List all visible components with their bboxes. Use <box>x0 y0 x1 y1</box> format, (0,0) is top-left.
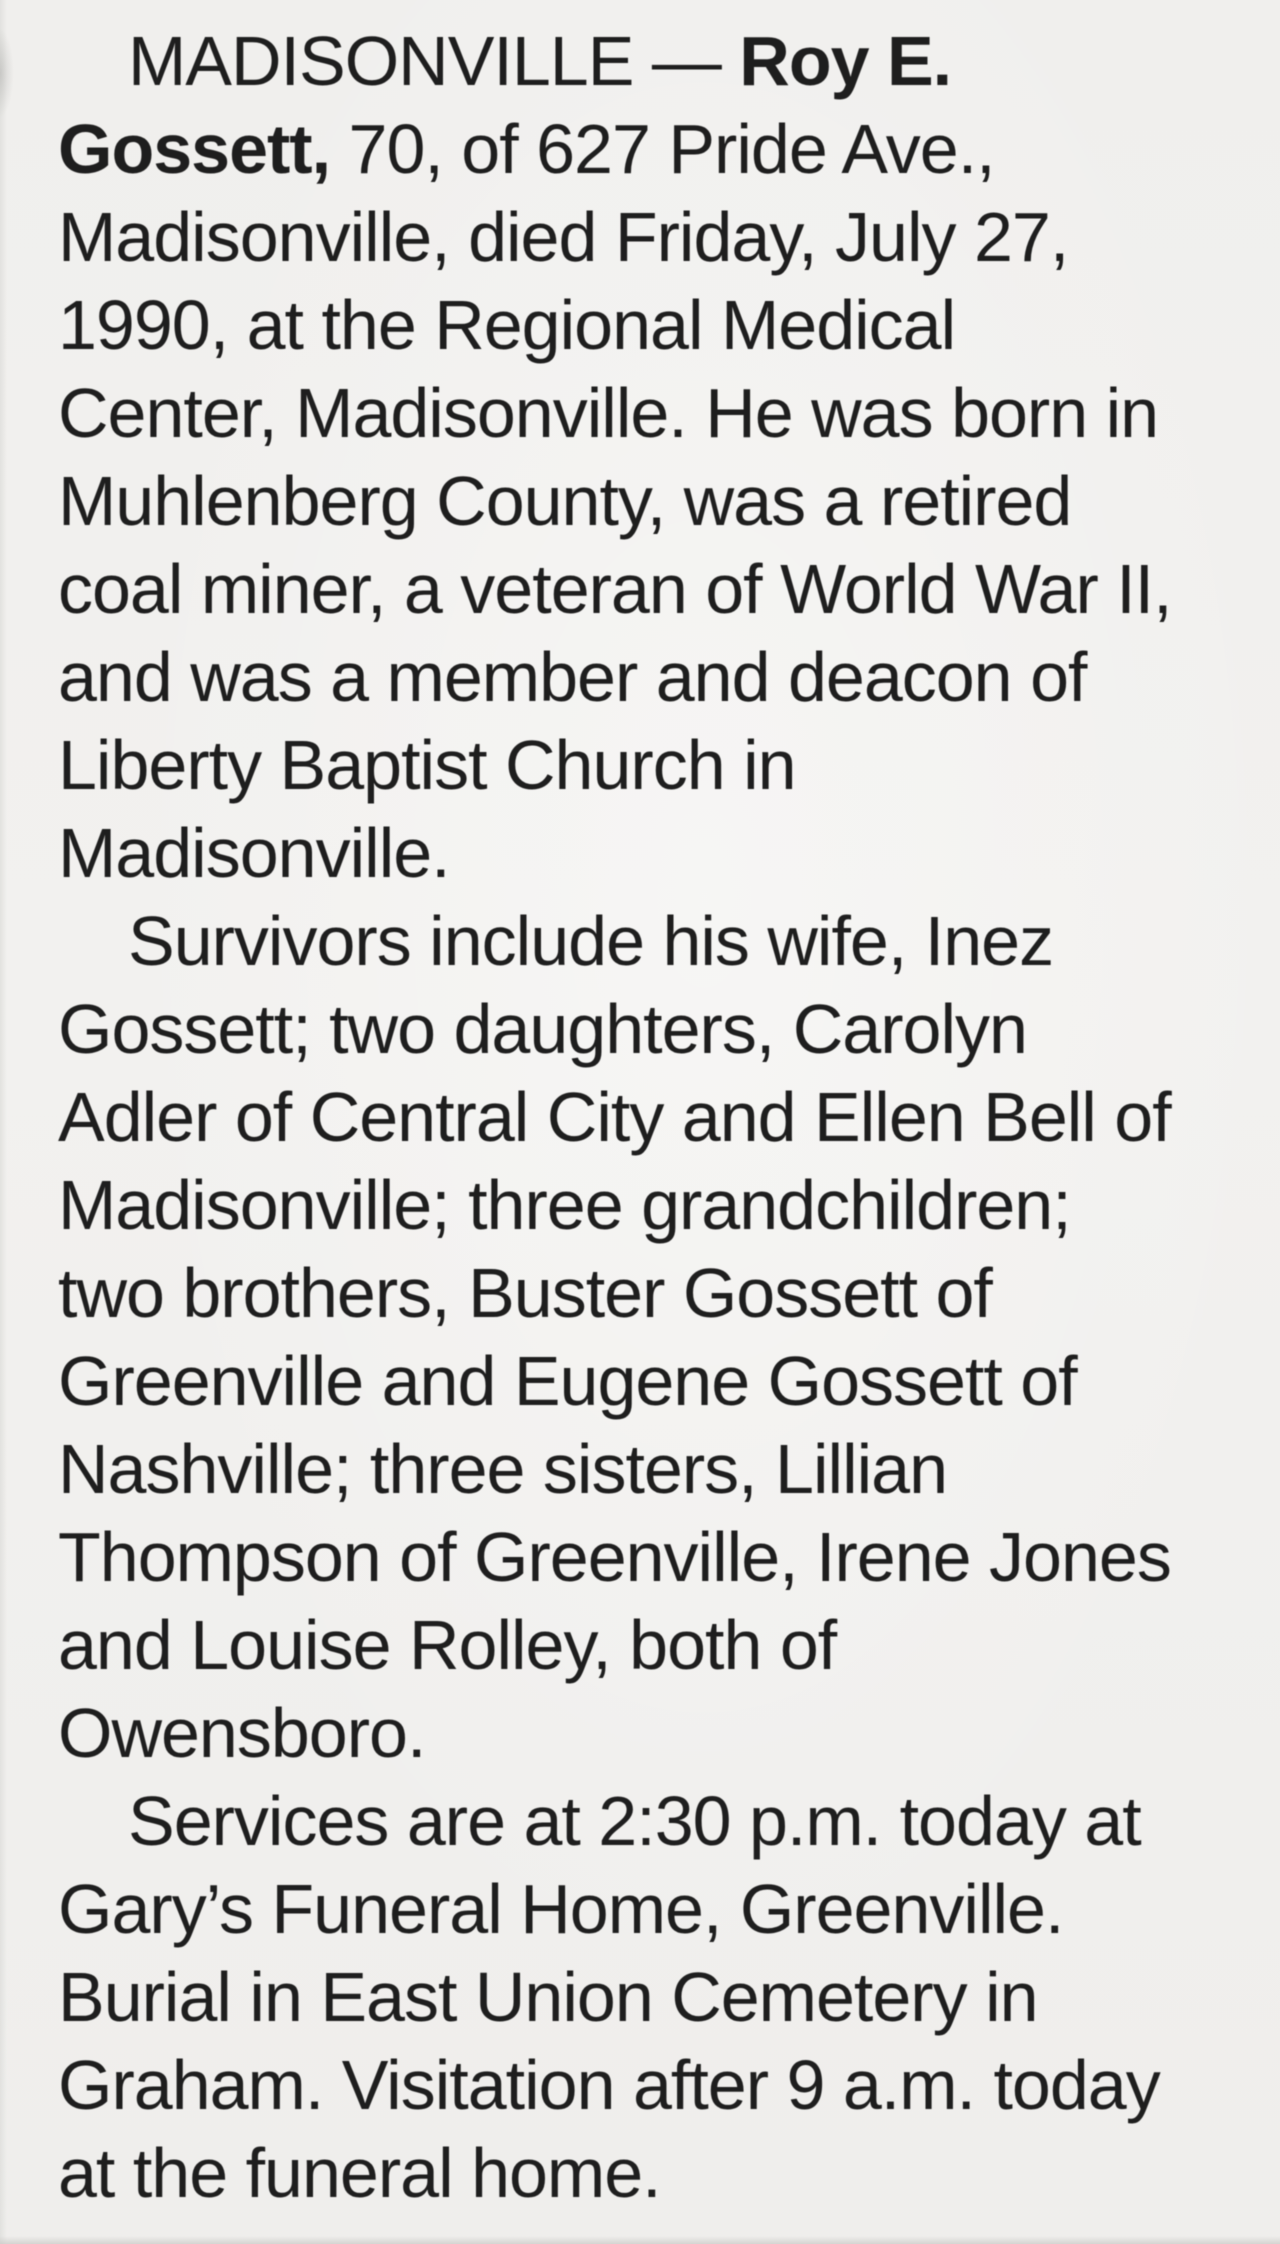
scan-bottom-edge-shadow <box>0 2236 1280 2244</box>
body-text: Owensboro. <box>58 1694 426 1772</box>
body-text: Survivors include his wife, Inez <box>128 902 1054 980</box>
obit-line <box>58 1249 1266 1337</box>
obit-line <box>58 1865 1266 1953</box>
obituary-article <box>58 17 1266 2217</box>
obit-line <box>58 545 1266 633</box>
obit-line <box>58 2041 1266 2129</box>
body-text: Nashville; three sisters, Lillian <box>58 1430 948 1508</box>
obit-line-services-start <box>58 1777 1266 1865</box>
obit-line <box>58 1073 1266 1161</box>
obit-line <box>58 985 1266 1073</box>
body-text: Greenville and Eugene Gossett of <box>58 1342 1077 1420</box>
body-text: and Louise Rolley, both of <box>58 1606 837 1684</box>
obit-line <box>58 2129 1266 2217</box>
obit-line <box>58 1953 1266 2041</box>
body-text: 1990, at the Regional Medical <box>58 286 956 364</box>
deceased-name-part: Roy E. <box>739 22 952 100</box>
body-text: Muhlenberg County, was a retired <box>58 462 1072 540</box>
body-text: coal miner, a veteran of World War II, <box>58 550 1172 628</box>
obit-line <box>58 809 1266 897</box>
body-text: Madisonville; three grandchildren; <box>58 1166 1071 1244</box>
deceased-name-part: Gossett, <box>58 110 331 188</box>
obit-line <box>58 193 1266 281</box>
scan-left-edge-shadow <box>0 0 7 2244</box>
body-text: and was a member and deacon of <box>58 638 1087 716</box>
body-text: 70, of 627 Pride Ave., <box>330 110 995 188</box>
obit-line <box>58 1337 1266 1425</box>
obit-line <box>58 1161 1266 1249</box>
obit-line <box>58 1689 1266 1777</box>
obit-line <box>58 633 1266 721</box>
body-text: Gossett; two daughters, Carolyn <box>58 990 1027 1068</box>
obit-line-dateline <box>58 17 1266 105</box>
dateline-text: MADISONVILLE — <box>128 22 740 100</box>
obit-line <box>58 457 1266 545</box>
obit-line-survivors-start <box>58 897 1266 985</box>
body-text: Liberty Baptist Church in <box>58 726 796 804</box>
body-text: Center, Madisonville. He was born in <box>58 374 1159 452</box>
body-text: at the funeral home. <box>58 2134 661 2212</box>
body-text: two brothers, Buster Gossett of <box>58 1254 992 1332</box>
obit-line <box>58 721 1266 809</box>
body-text: Burial in East Union Cemetery in <box>58 1958 1038 2036</box>
obit-line <box>58 281 1266 369</box>
obit-line <box>58 1513 1266 1601</box>
obit-line <box>58 369 1266 457</box>
obit-line <box>58 105 1266 193</box>
body-text: Gary’s Funeral Home, Greenville. <box>58 1870 1064 1948</box>
body-text: Graham. Visitation after 9 a.m. today <box>58 2046 1160 2124</box>
body-text: Adler of Central City and Ellen Bell of <box>58 1078 1171 1156</box>
obit-line <box>58 1425 1266 1513</box>
body-text: Services are at 2:30 p.m. today at <box>128 1782 1141 1860</box>
body-text: Thompson of Greenville, Irene Jones <box>58 1518 1171 1596</box>
scan-smudge-artifact <box>0 28 14 118</box>
body-text: Madisonville, died Friday, July 27, <box>58 198 1069 276</box>
body-text: Madisonville. <box>58 814 450 892</box>
obit-line <box>58 1601 1266 1689</box>
